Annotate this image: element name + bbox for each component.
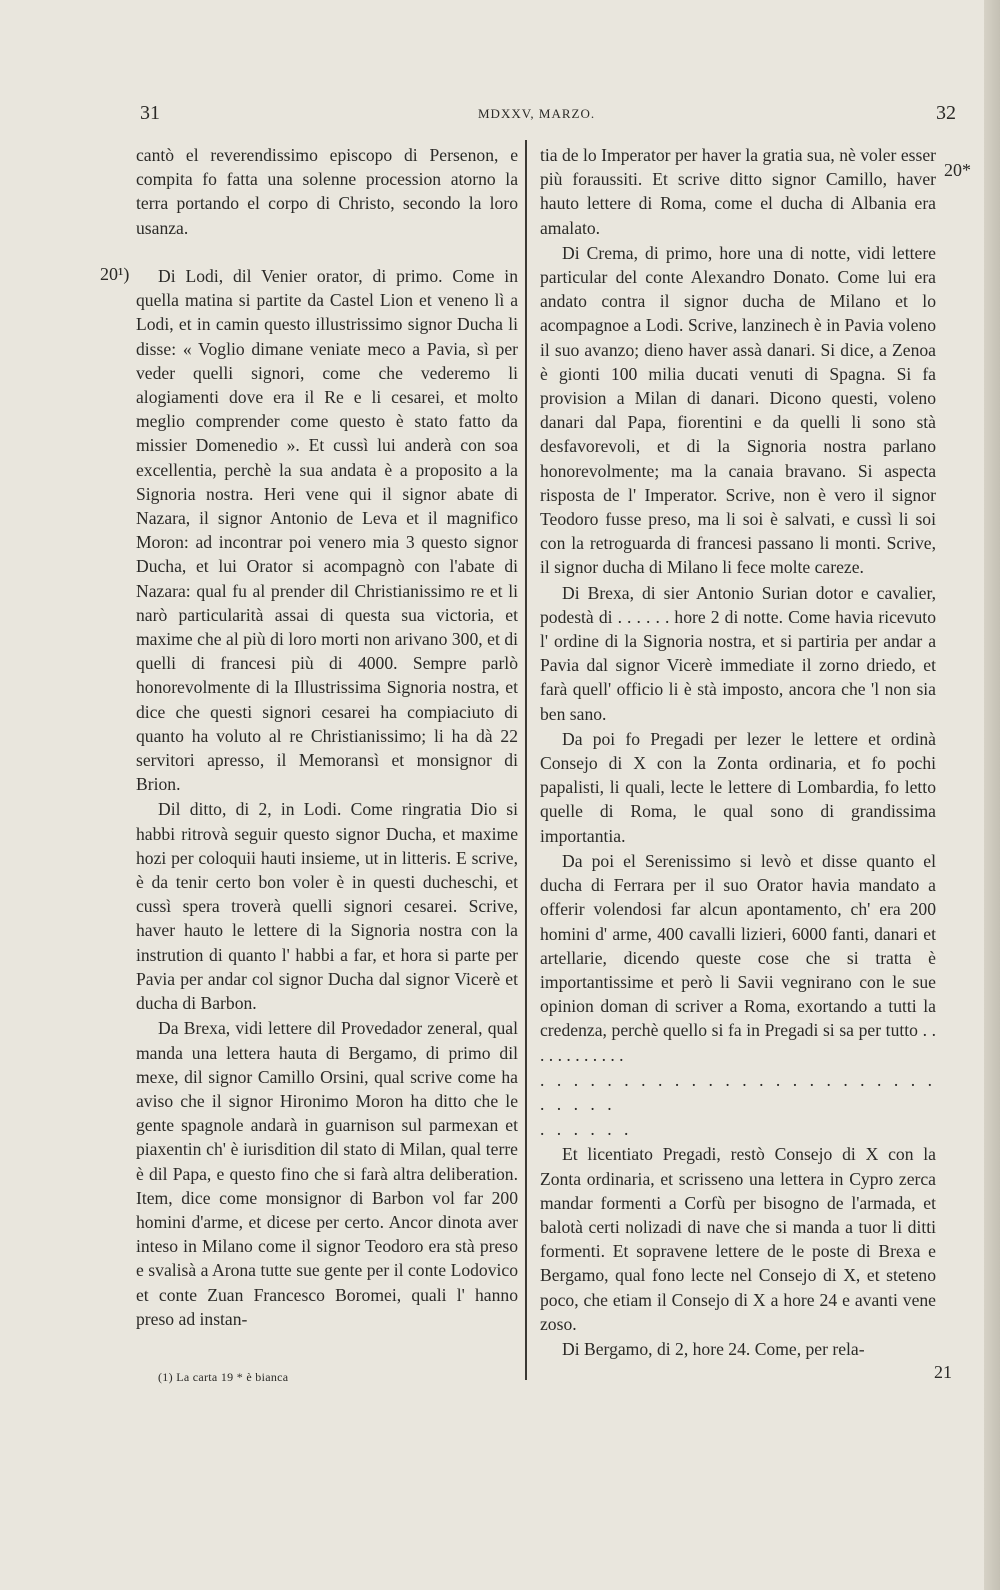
ellipsis-line: . . . . . . <box>540 1119 633 1140</box>
right-column <box>540 143 936 1361</box>
margin-note-left: 20¹) <box>100 264 130 284</box>
paragraph: Di Crema, di primo, hore una di notte, vidi lettere particular del conte Alexandro Donato. Come lui era andato contra il signor ducha de Milano et lo acompagnoe a Lodi. Scrive, lanzinech è in Pavia voleno il suo avanzo; dieno haver assà danari. Si dice, a Zenoa è gionti 100 milia ducati venuti di Spagna. Si fa provision a Milan di danari. Dicono questi, voleno danari dal Papa, fiorentini e da quelli li sono stà desfavorevoli, et di la Signoria nostra parlano honorevolmente; ma la canaia bravano. Si aspecta risposta de l' Imperator. Scrive, non è vero il signor Teodoro fusse preso, ma li soi è salvati, e cussì li soi con la retroguarda di francesi passano li monti. Scrive, il signor ducha di Milano li fece molte careze. <box>540 242 936 578</box>
paragraph: cantò el reverendissimo episcopo di Persenon, e compita fo fatta una solenne procession atorno la terra portando el corpo di Christo, secondo la loro usanza. <box>136 145 518 238</box>
paragraph: Da poi el Serenissimo si levò et disse quanto el ducha di Ferrara per il suo Orator havia mandato a offerir volendosi far alcun apontamento, ch' era 200 homini d' arme, 400 cavalli lizieri, 6000 fanti, danari et artellarie, dicendo queste cose che si tratta è importantissime et però li Savii vegnirano con le sue opinion doman di scriver a Roma, exortando a tutti la credenza, perchè quello si fa in Pregadi si sa per tutto . . . . . . . . . . . . <box>540 850 936 1065</box>
paragraph: Di Bergamo, di 2, hore 24. Come, per rela- <box>562 1338 865 1359</box>
running-title: MDXXV, MARZO. <box>478 106 596 121</box>
column-divider <box>525 140 527 1380</box>
page-header <box>0 102 1000 132</box>
margin-note-right-top: 20* <box>944 160 971 180</box>
paragraph: Da Brexa, vidi lettere dil Provedador zeneral, qual manda una lettera hauta di Bergamo, di primo dil mexe, dil signor Camillo Orsini, qual scrive come ha aviso che il signor Hironimo Moron ha ditto che le gente spagnole andarà in guarnison sul parmexan et piaxentin ch' è iurisdition dil stato di Milan, qual terre è dil Papa, e questo fino che si farà altra deliberation. Item, dice come monsignor di Barbon vol far 200 homini d'arme, et dicese per certo. Ancor dinota aver inteso in Milano come il signor Teodoro era stà preso e svalisà a Arona tutte sue gente per il conte Lodovico et conte Zuan Francesco Boromei, quali l' hanno preso ad instan- <box>136 1018 518 1329</box>
paragraph: Da poi fo Pregadi per lezer le lettere et ordinà Consejo di X con la Zonta ordinaria, et fo pochi papalisti, li quali, lecte le lettere di Lombardia, fo letto quelle di Roma, le qual sono di grandissima importantia. <box>540 728 936 846</box>
left-column <box>136 143 518 1331</box>
margin-note-right-bottom: 21 <box>934 1362 952 1382</box>
left-page-number: 31 <box>140 102 160 124</box>
right-page-number: 32 <box>936 102 956 124</box>
paragraph: Et licentiato Pregadi, restò Consejo di X con la Zonta ordinaria, et scrisseno una lettera in Cypro zerca mandar formenti a Corfù per bisogno de l'armada, et balotà certi nolizadi di nave che si manda a tuor li ditti formenti. Et sopravene lettere de le poste di Brexa e Bergamo, qual fono lecte nel Consejo di X, et steteno poco, che etiam il Consejo di X a hore 24 e avanti vene zoso. <box>540 1144 936 1334</box>
paragraph: Di Brexa, di sier Antonio Surian dotor e cavalier, podestà di . . . . . . hore 2 di notte. Come havia ricevuto l' ordine di la Signoria nostra, et si partiria per andar a Pavia dal signor Vicerè immediate il zorno driedo, et farà quell' officio li è stà imposto, ancora che 'l non sia ben sano. <box>540 582 936 724</box>
page-edge <box>984 0 1000 1590</box>
ellipsis-line: . . . . . . . . . . . . . . . . . . . . . . . . . . . . . <box>540 1069 936 1114</box>
footnote: (1) La carta 19 * è bianca <box>158 1370 289 1384</box>
paragraph: Di Lodi, dil Venier orator, di primo. Come in quella matina si partite da Castel Lion et veneno lì a Lodi, et in camin questo illustrissimo signor Ducha li disse: « Voglio dimane veniate meco a Pavia, sì per veder quelli signori, come che vederemo li alogiamenti dove era il Re e li cesarei, et molto meglio comprender come questo è stato fatto da missier Domenedio ». Et cussì lui anderà con soa excellentia, perchè la sua andata è a proposito a la Signoria nostra. Heri vene qui il signor abate di Nazara, il signor Antonio de Leva et il magnifico Moron: ad incontrar poi venero mia 3 questo signor Ducha, et lui Orator si acompagnò con l'abate di Nazara: qual fu al prender dil Christianissimo re et li narò particularità assai di questa sua victoria, et maxime che al più di loro morti non arivano 300, et di quelli di francesi più di 4000. Sempre parlò honorevolmente di la Illustrissima Signoria nostra, et dice che questi signori cesarei ha compiaciuto di quanto ha voluto al re Christianissimo; li ha dà 22 servitori apresso, il Memoransì et monsignor di Brion. <box>136 266 518 795</box>
paragraph: tia de lo Imperator per haver la gratia sua, nè voler esser più foraussiti. Et scrive ditto signor Camillo, haver hauto lettere di Roma, come el ducha di Albania era amalato. <box>540 145 936 238</box>
paragraph: Dil ditto, di 2, in Lodi. Come ringratia Dio si habbi ritrovà seguir questo signor Ducha, et maxime hozi per coloquii hauti insieme, ut in litteris. E scrive, è da tenir certo bon voler è in questi ducheschi, et cussì spera troverà quelli signori cesarei. Scrive, haver hauto le lettere di la Signoria nostra con la instrution di quanto l' habbi a far, et hora si parte per Pavia per andar col signor Ducha dal signor Vicerè et ducha di Barbon. <box>136 799 518 1014</box>
